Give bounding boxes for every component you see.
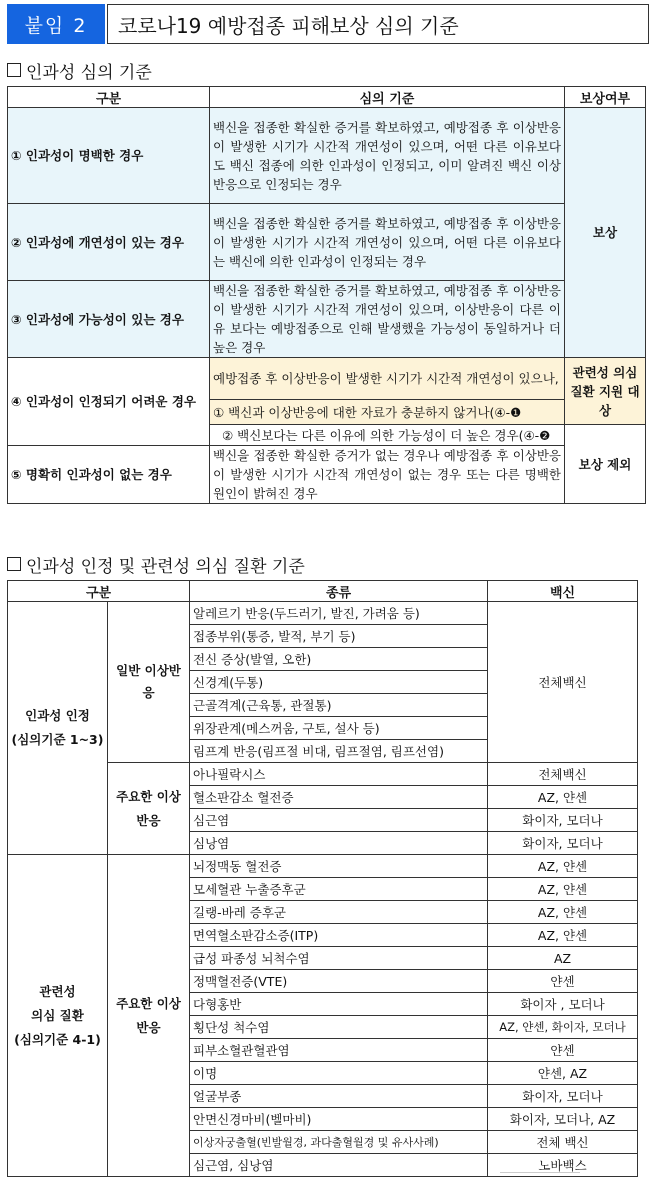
major-item-vaccine: 얀센, AZ	[488, 1062, 638, 1085]
major-item: 피부소혈관혈관염	[190, 1039, 488, 1062]
col-header-criteria: 심의 기준	[210, 87, 565, 108]
row4-criteria-sub2: ② 백신보다는 다른 이유에 의한 가능성이 더 높은 경우(④-❷	[210, 425, 565, 446]
major-item: 얼굴부종	[190, 1085, 488, 1108]
table-row	[8, 358, 646, 400]
table-row	[8, 108, 646, 204]
major-item-vaccine: 얀센	[488, 970, 638, 993]
general-vaccine: 전체백신	[488, 602, 638, 763]
major-item: 급성 파종성 뇌척수염	[190, 947, 488, 970]
major-item: 이상자궁출혈(빈발월경, 과다출혈월경 및 유사사례)	[190, 1131, 488, 1154]
checkbox-square-icon	[7, 63, 21, 77]
major-item: 심낭염	[190, 832, 488, 855]
major-item: 혈소판감소 혈전증	[190, 786, 488, 809]
group2-label-line1: 관련성	[39, 983, 76, 999]
major-item-vaccine: 화이자, 모더나	[488, 832, 638, 855]
row4-criteria-main: 예방접종 후 이상반응이 발생한 시기가 시간적 개연성이 있으나,	[210, 358, 565, 400]
row1-category: ① 인과성이 명백한 경우	[8, 108, 210, 204]
col-header-compensation: 보상여부	[565, 87, 646, 108]
attachment-badge: 붙임 2	[7, 4, 105, 44]
general-item: 신경계(두통)	[190, 671, 488, 694]
table-row	[8, 602, 638, 625]
major-item-vaccine: AZ, 얀센	[488, 786, 638, 809]
row3-criteria: 백신을 접종한 확실한 증거를 확보하였고, 예방접종 후 이상반응이 발생한 시기가 시간적 개연성이 있으며, 이상반응이 다른 이유 보다는 예방접종으로 인해 발생했을 가능성이 동일하거나 더 높은 경우	[210, 281, 565, 358]
major-item-vaccine: 화이자, 모더나	[488, 809, 638, 832]
group1-label-line1: 인과성 인정	[25, 708, 90, 723]
table-header-row	[8, 581, 638, 602]
major-item-vaccine: AZ, 얀센	[488, 901, 638, 924]
major-item-vaccine: 화이자, 모더나, AZ	[488, 1108, 638, 1131]
support-cell: 관련성 의심 질환 지원 대상	[565, 358, 646, 425]
section2-title	[7, 552, 305, 576]
causality-criteria-table	[7, 86, 646, 504]
major-item: 면역혈소판감소증(ITP)	[190, 924, 488, 947]
general-item: 전신 증상(발열, 오한)	[190, 648, 488, 671]
major-item: 심근염	[190, 809, 488, 832]
table-header-row	[8, 87, 646, 108]
row1-criteria: 백신을 접종한 확실한 증거를 확보하였고, 예방접종 후 이상반응이 발생한 시기가 시간적 개연성이 있으며, 어떤 다른 이유보다도 백신 접종에 의한 인과성이 인정되고, 이미 알려진 백신 이상반응으로 인정되는 경우	[210, 108, 565, 204]
compensate-cell: 보상	[565, 108, 646, 358]
col-header-category: 구분	[8, 87, 210, 108]
major-item-vaccine: 얀센	[488, 1039, 638, 1062]
major-item: 뇌정맥동 혈전증	[190, 855, 488, 878]
major-item: 아나필락시스	[190, 763, 488, 786]
group2-label	[8, 855, 108, 1177]
row4-criteria-sub1: ① 백신과 이상반응에 대한 자료가 충분하지 않거나(④-❶	[210, 400, 565, 425]
general-reaction-label: 일반 이상반응	[108, 602, 190, 763]
row2-category: ② 인과성에 개연성이 있는 경우	[8, 204, 210, 281]
general-item: 접종부위(통증, 발적, 부기 등)	[190, 625, 488, 648]
major-item: 안면신경마비(벨마비)	[190, 1108, 488, 1131]
major-item: 횡단성 척수염	[190, 1016, 488, 1039]
major-item: 정맥혈전증(VTE)	[190, 970, 488, 993]
row5-category: ⑤ 명확히 인과성이 없는 경우	[8, 446, 210, 504]
major-item: 길랭-바레 증후군	[190, 901, 488, 924]
exclude-cell: 보상 제외	[565, 425, 646, 504]
major-item-vaccine: AZ, 얀센	[488, 855, 638, 878]
section1-title	[7, 58, 152, 82]
general-item: 근골격계(근육통, 관절통)	[190, 694, 488, 717]
major-item-vaccine: AZ, 얀센, 화이자, 모더나	[488, 1016, 638, 1039]
group1-label	[8, 602, 108, 855]
col-header-vaccine: 백신	[488, 581, 638, 602]
major-item-vaccine: 노바백스	[488, 1154, 638, 1177]
general-item: 알레르기 반응(두드러기, 발진, 가려움 등)	[190, 602, 488, 625]
page-title: 코로나19 예방접종 피해보상 심의 기준	[107, 4, 649, 44]
row2-criteria: 백신을 접종한 확실한 증거를 확보하였고, 예방접종 후 이상반응이 발생한 시기가 시간적 개연성이 있으며, 어떤 다른 이유보다는 백신에 의한 인과성이 인정되는 경우	[210, 204, 565, 281]
group1-label-line2: (심의기준 1~3)	[11, 732, 104, 747]
major-item: 다형홍반	[190, 993, 488, 1016]
major-item-vaccine: 화이자, 모더나	[488, 1085, 638, 1108]
major-item: 모세혈관 누출증후군	[190, 878, 488, 901]
general-item: 위장관계(메스꺼움, 구토, 설사 등)	[190, 717, 488, 740]
major-reaction-label: 주요한 이상반응	[108, 855, 190, 1177]
disease-criteria-table	[7, 580, 638, 1177]
checkbox-square-icon	[7, 557, 21, 571]
col-header-category: 구분	[8, 581, 190, 602]
major-item-vaccine: 전체 백신	[488, 1131, 638, 1154]
major-item-vaccine: AZ, 얀센	[488, 878, 638, 901]
group2-label-line3: (심의기준 4-1)	[14, 1031, 101, 1047]
general-item: 림프계 반응(림프절 비대, 림프절염, 림프선염)	[190, 740, 488, 763]
major-item: 이명	[190, 1062, 488, 1085]
col-header-type: 종류	[190, 581, 488, 602]
section1-title-text: 인과성 심의 기준	[26, 62, 152, 83]
row4-category: ④ 인과성이 인정되기 어려운 경우	[8, 358, 210, 446]
group2-label-line2: 의심 질환	[31, 1007, 84, 1023]
major-item-vaccine: AZ	[488, 947, 638, 970]
major-item-vaccine: 화이자 , 모더나	[488, 993, 638, 1016]
divider	[500, 1172, 580, 1173]
section2-title-text: 인과성 인정 및 관련성 의심 질환 기준	[26, 556, 305, 577]
table-row	[8, 204, 646, 281]
major-reaction-label: 주요한 이상반응	[108, 763, 190, 855]
table-row	[8, 281, 646, 358]
row3-category: ③ 인과성에 가능성이 있는 경우	[8, 281, 210, 358]
major-item-vaccine: AZ, 얀센	[488, 924, 638, 947]
major-item: 심근염, 심낭염	[190, 1154, 488, 1177]
major-item-vaccine: 전체백신	[488, 763, 638, 786]
table-row	[8, 446, 646, 504]
row5-criteria: 백신을 접종한 확실한 증거가 없는 경우나 예방접종 후 이상반응이 발생한 시기가 시간적 개연성이 없는 경우 또는 다른 명백한 원인이 밝혀진 경우	[210, 446, 565, 504]
table-row	[8, 855, 638, 878]
